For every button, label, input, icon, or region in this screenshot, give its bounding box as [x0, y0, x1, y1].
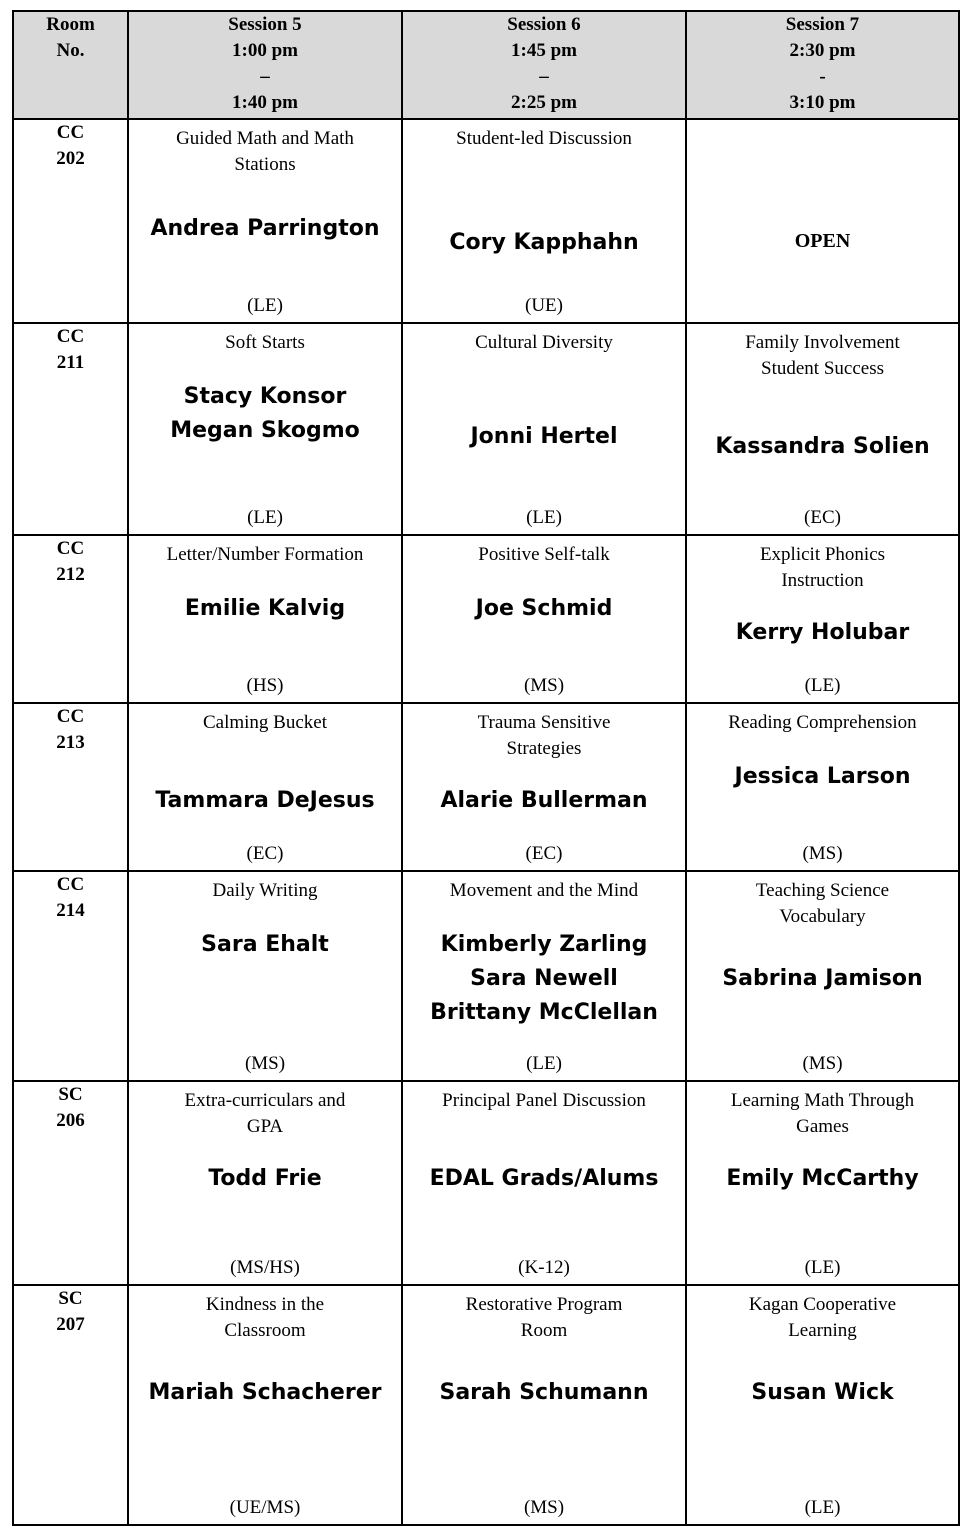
session-time-separator: –: [539, 66, 549, 87]
session-topic: Kagan Cooperative Learning: [748, 1294, 897, 1341]
session-cell: [128, 871, 402, 1081]
session-topic: Reading Comprehension: [728, 712, 917, 733]
session-7-header: [686, 11, 959, 119]
session-topic: Teaching Science Vocabulary: [755, 880, 890, 927]
session-cell-content: [687, 324, 958, 534]
session-cell: [402, 119, 686, 323]
grade-level: (K-12): [518, 1257, 570, 1278]
session-topic: Kindness in the Classroom: [205, 1294, 325, 1341]
grade-level: (EC): [246, 843, 284, 864]
session-cell: [402, 703, 686, 871]
table-row: [13, 535, 959, 703]
session-cell-content: [129, 324, 401, 534]
session-topic: Soft Starts: [225, 332, 305, 353]
session-topic: Explicit Phonics Instruction: [759, 544, 886, 591]
session-topic: Principal Panel Discussion: [442, 1090, 646, 1111]
grade-level: (LE): [804, 1257, 841, 1278]
session-cell-content: [687, 872, 958, 1080]
presenter-name: Sara Ehalt: [201, 932, 329, 957]
presenter-name: Tammara DeJesus: [155, 788, 375, 813]
session-cell-content: [129, 536, 401, 702]
presenter-name: EDAL Grads/Alums: [429, 1166, 659, 1191]
table-row: [13, 323, 959, 535]
room-number-line: SC: [58, 1288, 83, 1309]
session-topic: Learning Math Through Games: [730, 1090, 915, 1137]
room-number-cell: [13, 119, 128, 323]
presenter-name: Joe Schmid: [475, 596, 613, 621]
session-cell: [128, 703, 402, 871]
room-number-header: [13, 11, 128, 119]
grade-level: (LE): [804, 1497, 841, 1518]
session-start-time: 1:45 pm: [511, 40, 577, 61]
grade-level: (LE): [804, 675, 841, 696]
session-cell: [128, 1081, 402, 1285]
room-number-line: CC: [56, 706, 85, 727]
presenter-name: Kerry Holubar: [735, 620, 910, 645]
session-cell: [128, 323, 402, 535]
presenter-name: Sarah Schumann: [439, 1380, 649, 1405]
grade-level: (LE): [526, 1053, 562, 1074]
grade-level: (MS/HS): [230, 1257, 300, 1278]
grade-level: (EC): [525, 843, 563, 864]
presenter-name: Susan Wick: [751, 1380, 894, 1405]
room-header-line-2: No.: [56, 40, 85, 61]
table-row: [13, 1285, 959, 1525]
grade-level: (MS): [802, 1053, 843, 1074]
room-number-line: CC: [56, 326, 85, 347]
session-cell: [128, 1285, 402, 1525]
session-start-time: 1:00 pm: [232, 40, 298, 61]
session-end-time: 2:25 pm: [511, 92, 577, 113]
presenter-name: Kimberly Zarling Sara Newell Brittany McClellan: [430, 932, 658, 1025]
room-number-line: 213: [56, 732, 85, 753]
presenter-name: Emilie Kalvig: [184, 596, 346, 621]
table-row: [13, 871, 959, 1081]
grade-level: (HS): [246, 675, 284, 696]
session-cell: [402, 323, 686, 535]
presenter-name: Emily McCarthy: [726, 1166, 919, 1191]
session-topic: Student-led Discussion: [456, 128, 632, 149]
session-cell-content: [129, 1082, 401, 1284]
presenter-name: Andrea Parrington: [150, 216, 380, 241]
session-cell-content: [403, 872, 685, 1080]
session-start-time: 2:30 pm: [789, 40, 856, 61]
grade-level: (MS): [244, 1053, 286, 1074]
session-cell: [686, 323, 959, 535]
session-topic: Family Involvement Student Success: [745, 332, 900, 379]
room-number-line: SC: [58, 1084, 83, 1105]
presenter-name: Kassandra Solien: [715, 434, 930, 459]
session-topic: [817, 120, 829, 126]
room-number-line: 212: [56, 564, 85, 585]
grade-level: (LE): [247, 507, 283, 528]
header-row: [13, 11, 959, 119]
session-6-header: [402, 11, 686, 119]
session-end-time: 3:10 pm: [789, 92, 856, 113]
session-cell: [686, 703, 959, 871]
session-cell: [402, 1081, 686, 1285]
grade-level: (EC): [804, 507, 841, 528]
session-cell: [402, 1285, 686, 1525]
session-topic: Trauma Sensitive Strategies: [477, 712, 611, 759]
presenter-name: Jonni Hertel: [470, 424, 618, 449]
room-number-cell: [13, 703, 128, 871]
session-name: Session 6: [507, 14, 581, 35]
session-cell: [128, 535, 402, 703]
schedule-page: [12, 10, 958, 1526]
session-cell-content: [403, 1286, 685, 1524]
room-number-cell: [13, 535, 128, 703]
session-cell: [686, 871, 959, 1081]
session-time-separator: –: [260, 66, 270, 87]
session-cell-content: [403, 704, 685, 870]
session-cell-content: [129, 1286, 401, 1524]
session-cell: [686, 119, 959, 323]
session-cell: [686, 535, 959, 703]
room-number-cell: [13, 1081, 128, 1285]
session-cell-content: [403, 1082, 685, 1284]
room-number-line: 214: [56, 900, 85, 921]
room-header-line-1: Room: [46, 14, 95, 35]
session-topic: Extra-curriculars and GPA: [184, 1090, 346, 1137]
session-topic: Calming Bucket: [202, 712, 327, 733]
session-topic: Guided Math and Math Stations: [176, 128, 354, 175]
session-topic: Restorative Program Room: [465, 1294, 623, 1341]
session-topic: Letter/Number Formation: [166, 544, 364, 565]
room-number-line: 207: [56, 1314, 85, 1335]
session-cell-content: [687, 704, 958, 870]
room-number-line: 206: [56, 1110, 85, 1131]
session-name: Session 7: [785, 14, 860, 35]
grade-level: (UE): [525, 295, 563, 316]
room-number-cell: [13, 1285, 128, 1525]
grade-level: (MS): [523, 675, 565, 696]
table-row: [13, 119, 959, 323]
room-number-line: CC: [56, 874, 85, 895]
session-cell-content: [403, 120, 685, 322]
session-cell-content: [129, 704, 401, 870]
grade-level: (LE): [247, 295, 283, 316]
presenter-name: Jessica Larson: [734, 764, 911, 789]
session-cell-content: [403, 536, 685, 702]
presenter-name: Cory Kapphahn: [449, 230, 639, 255]
open-slot-label: OPEN: [794, 230, 851, 252]
room-number-cell: [13, 871, 128, 1081]
session-topic: Cultural Diversity: [475, 332, 613, 353]
room-number-line: 211: [56, 352, 85, 373]
session-5-header: [128, 11, 402, 119]
session-cell: [686, 1285, 959, 1525]
grade-level: (UE/MS): [229, 1497, 301, 1518]
session-schedule-table: [12, 10, 960, 1526]
session-end-time: 1:40 pm: [232, 92, 298, 113]
session-topic: Positive Self-talk: [478, 544, 610, 565]
session-cell-content: [687, 536, 958, 702]
room-number-line: CC: [56, 538, 85, 559]
grade-level: (MS): [523, 1497, 565, 1518]
session-topic: Movement and the Mind: [449, 880, 639, 901]
session-time-separator: -: [819, 66, 826, 87]
room-number-line: CC: [56, 122, 85, 143]
presenter-name: Mariah Schacherer: [148, 1380, 382, 1405]
session-topic: Daily Writing: [212, 880, 318, 901]
session-cell-content: [129, 872, 401, 1080]
session-cell: [128, 119, 402, 323]
table-row: [13, 703, 959, 871]
grade-level: (MS): [802, 843, 843, 864]
session-cell-content: [687, 120, 958, 322]
session-cell: [686, 1081, 959, 1285]
presenter-name: Sabrina Jamison: [722, 966, 923, 991]
session-cell-content: [129, 120, 401, 322]
session-cell: [402, 871, 686, 1081]
schedule-body: [13, 119, 959, 1525]
presenter-name: Todd Frie: [208, 1166, 322, 1191]
session-cell-content: [687, 1286, 958, 1524]
grade-level: (LE): [526, 507, 562, 528]
session-cell-content: [687, 1082, 958, 1284]
presenter-name: Stacy Konsor Megan Skogmo: [170, 384, 360, 443]
room-number-cell: [13, 323, 128, 535]
session-cell: [402, 535, 686, 703]
session-cell-content: [403, 324, 685, 534]
table-row: [13, 1081, 959, 1285]
presenter-name: Alarie Bullerman: [440, 788, 648, 813]
room-number-line: 202: [56, 148, 85, 169]
session-name: Session 5: [228, 14, 302, 35]
